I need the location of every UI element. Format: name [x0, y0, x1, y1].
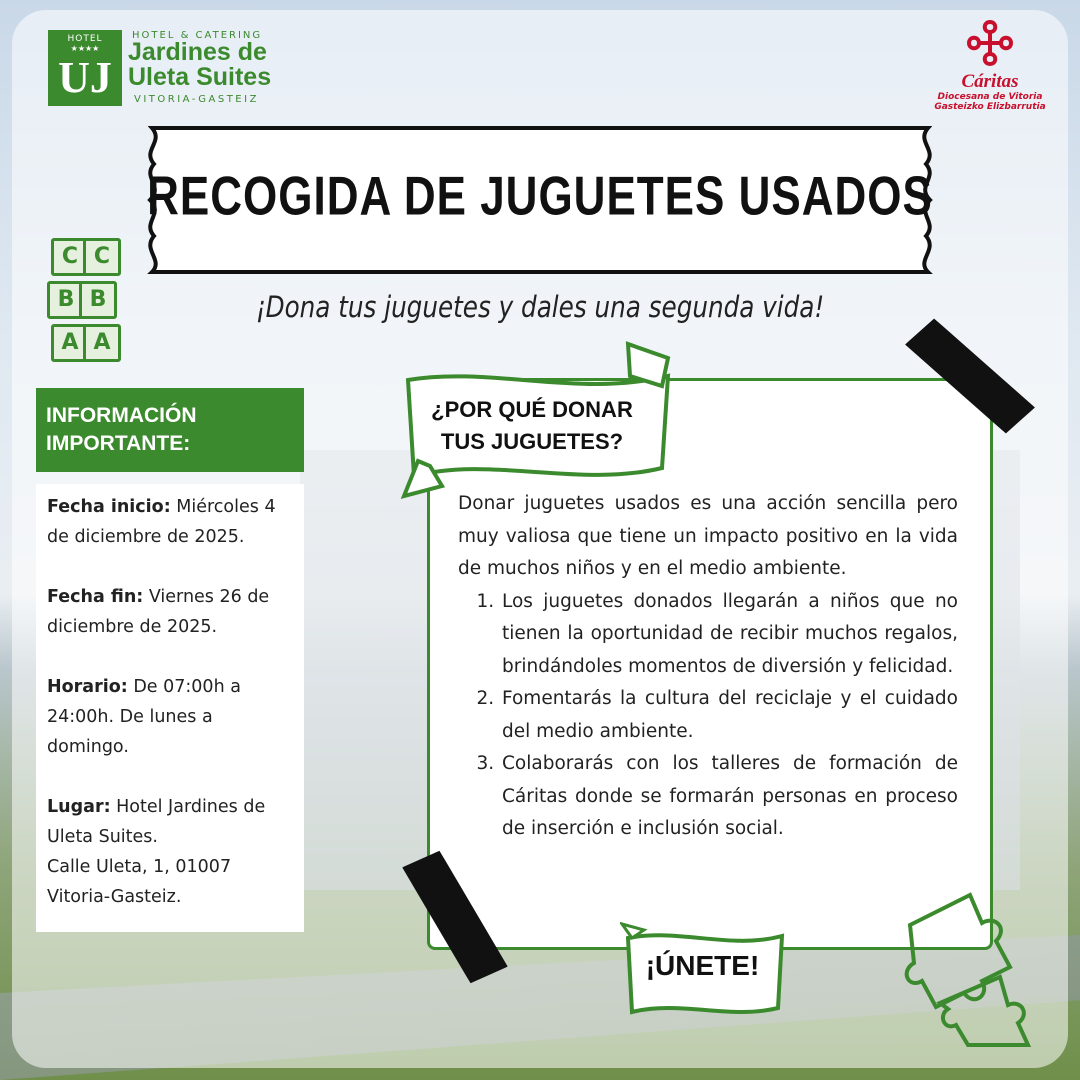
- info-card: [36, 484, 304, 932]
- hotel-logo: [48, 30, 278, 110]
- page-subtitle: ¡Dona tus juguetes y dales una segunda vida!: [255, 290, 825, 324]
- page-title: RECOGIDA DE JUGUETES USADOS: [147, 165, 933, 227]
- start-date-label: Fecha inicio:: [47, 497, 171, 517]
- place-value: Hotel Jardines de Uleta Suites.: [47, 797, 266, 847]
- block-icon: C: [83, 238, 121, 276]
- address-line-1: Calle Uleta, 1, 01007: [47, 857, 232, 877]
- place: [47, 792, 299, 912]
- block-icon: B: [79, 281, 117, 319]
- block-icon: B: [47, 281, 85, 319]
- end-date-label: Fecha fin:: [47, 587, 144, 607]
- toy-blocks-icon: [45, 238, 120, 363]
- start-date-value: Miércoles 4 de diciembre de 2025.: [47, 497, 276, 547]
- block-icon: A: [51, 324, 89, 362]
- puzzle-piece-icon: [900, 885, 1045, 1050]
- list-item: 1. Los juguetes donados llegarán a niños que no tienen la oportunidad de recibir muchos regalos, brindándoles momentos de diversión y felicidad.: [500, 586, 958, 684]
- end-date-value: Viernes 26 de diciembre de 2025.: [47, 587, 270, 637]
- hours-value: De 07:00h a 24:00h. De lunes a domingo.: [47, 677, 241, 757]
- caritas-subtitle: Diocesana de Vitoria Gasteizko Elizbarrutia: [934, 92, 1046, 112]
- hours: [47, 672, 299, 762]
- hotel-badge-stars: ★★★★: [70, 44, 100, 53]
- hotel-tagline: HOTEL & CATERING: [132, 30, 263, 41]
- hours-label: Horario:: [47, 677, 128, 697]
- hotel-logo-badge: [48, 30, 122, 106]
- section-heading: ¿POR QUÉ DONAR TUS JUGUETES?: [431, 397, 633, 454]
- hotel-name: Jardines de Uleta Suites: [128, 38, 272, 91]
- end-date: [47, 582, 299, 642]
- caritas-cross-icon: [965, 18, 1015, 68]
- reasons-list: [458, 586, 958, 846]
- title-banner: [140, 120, 940, 280]
- main-text: [458, 488, 958, 846]
- block-icon: C: [51, 238, 89, 276]
- info-banner-label: INFORMACIÓN IMPORTANTE:: [46, 404, 197, 455]
- intro-paragraph: Donar juguetes usados es una acción sencilla pero muy valiosa que tiene un impacto positivo en la vida de muchos niños y en el medio ambiente.: [458, 493, 958, 579]
- place-label: Lugar:: [47, 797, 111, 817]
- cta-label: ¡ÚNETE!: [645, 950, 760, 981]
- address-line-2: Vitoria-Gasteiz.: [47, 887, 182, 907]
- list-item: 2. Fomentarás la cultura del reciclaje y el cuidado del medio ambiente.: [500, 683, 958, 748]
- block-icon: A: [83, 324, 121, 362]
- caritas-name: Cáritas: [961, 71, 1019, 92]
- hotel-badge-top: HOTEL: [67, 34, 103, 44]
- start-date: [47, 492, 299, 552]
- list-item: 3. Colaborarás con los talleres de formación de Cáritas donde se formarán personas en proceso de inserción e inclusión social.: [500, 748, 958, 846]
- hotel-city: VITORIA-GASTEIZ: [134, 94, 259, 105]
- hotel-badge-letters: UJ: [58, 53, 112, 102]
- caritas-logo: [920, 18, 1060, 113]
- info-banner: [36, 388, 304, 472]
